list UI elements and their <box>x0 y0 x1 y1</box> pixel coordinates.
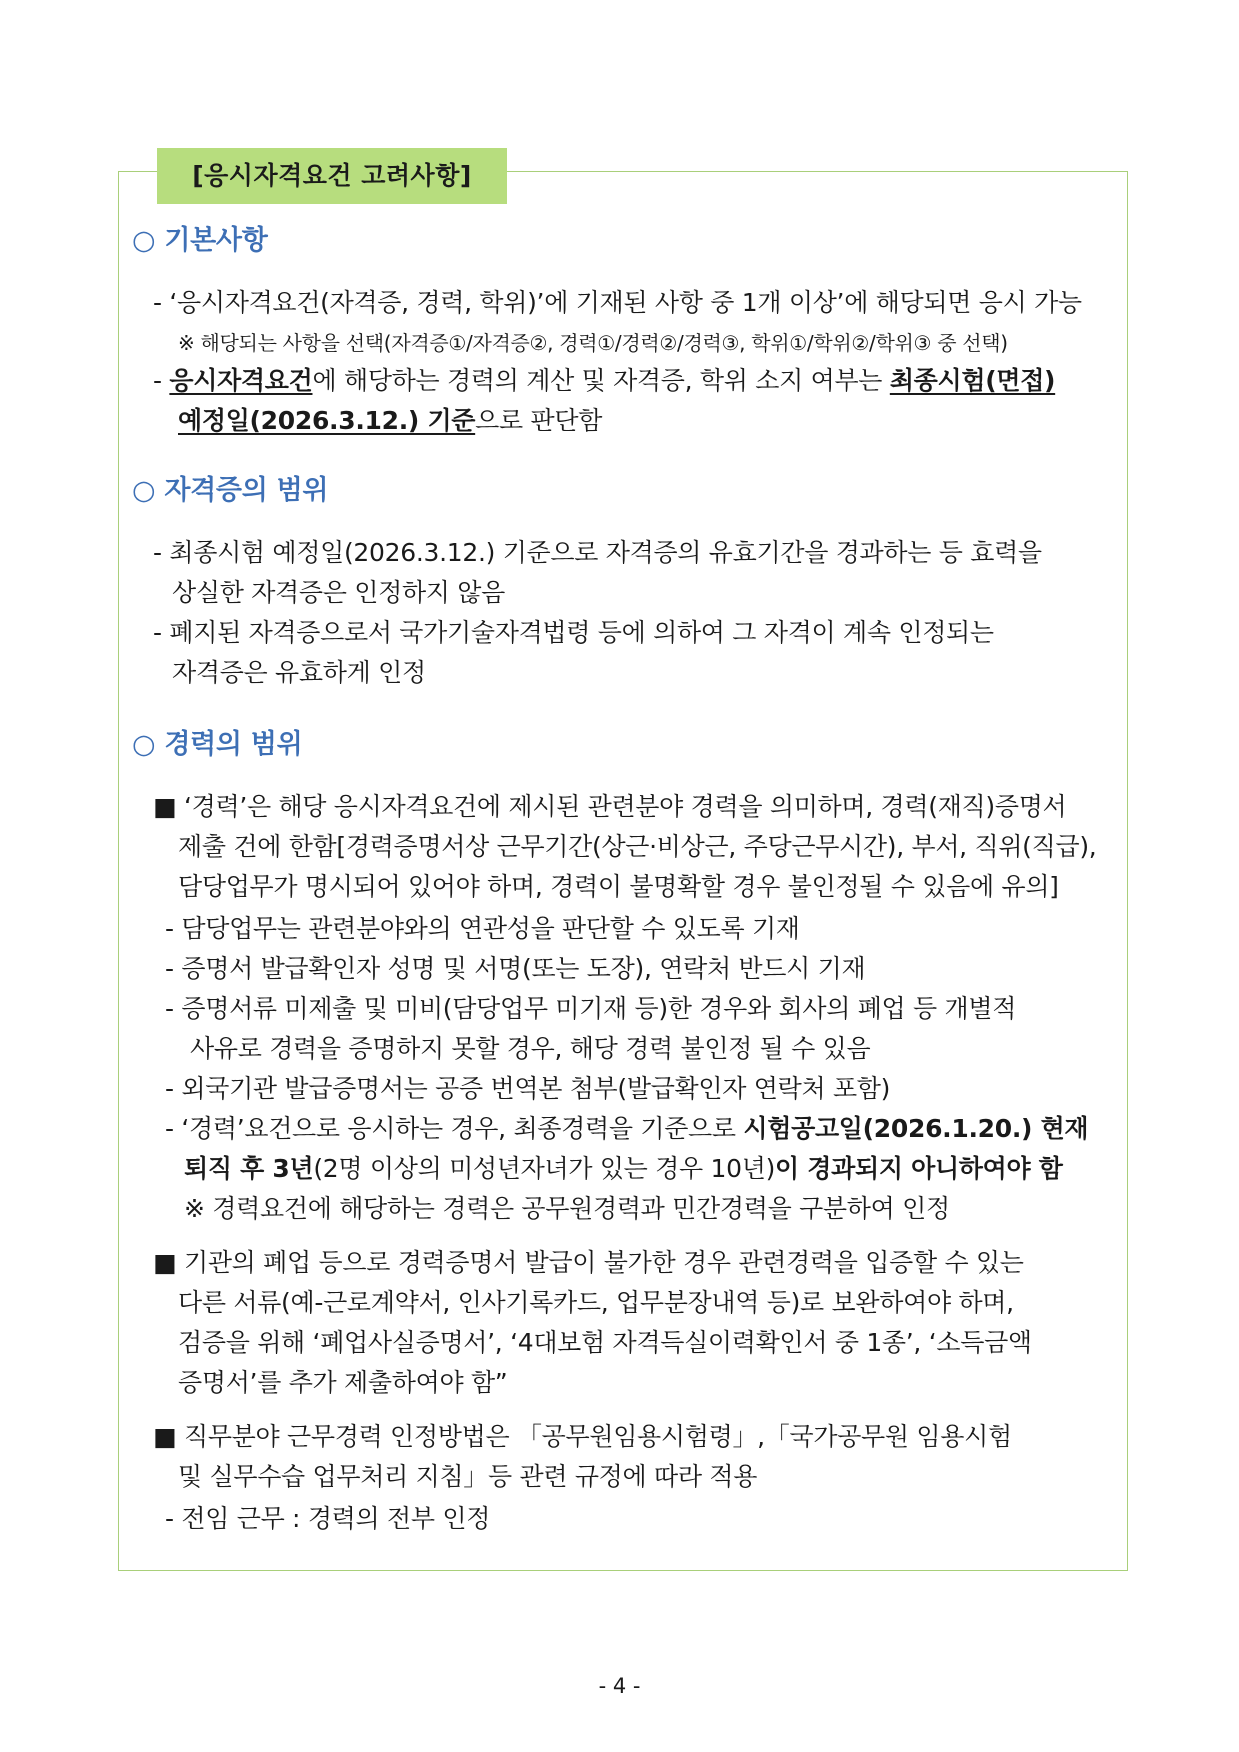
basics-line-3 <box>178 404 602 438</box>
emphasis-requirements: 응시자격요건 <box>169 366 313 395</box>
emphasis-final-exam: 최종시험(면접) <box>889 366 1056 395</box>
text: 으로 판단함 <box>475 406 603 435</box>
cert-line-1: - 최종시험 예정일(2026.3.12.) 기준으로 자격증의 유효기간을 경과하는 등 효력을 <box>153 538 1042 567</box>
career-bullet-2-line-3: 검증을 위해 ‘폐업사실증명서’, ‘4대보험 자격득실이력확인서 중 1종’, ‘소득금액 <box>178 1328 1032 1357</box>
text: 에 해당하는 경력의 계산 및 자격증, 학위 소지 여부는 <box>312 366 890 395</box>
career-dash-3: - 증명서류 미제출 및 미비(담당업무 미기재 등)한 경우와 회사의 폐업 등 개별적 <box>165 994 1017 1023</box>
career-bullet-3-dash: - 전임 근무 : 경력의 전부 인정 <box>165 1504 491 1533</box>
cert-line-2: 상실한 자격증은 인정하지 않음 <box>172 578 505 607</box>
basics-line-2 <box>153 364 1055 398</box>
basics-line-1: - ‘응시자격요건(자격증, 경력, 학위)’에 기재된 사항 중 1개 이상’에 해당되면 응시 가능 <box>153 288 1082 317</box>
emphasis-not-elapsed: 이 경과되지 아니하여야 함 <box>775 1154 1063 1183</box>
career-dash-5-cont <box>184 1152 1063 1186</box>
career-bullet-2-line-4: 증명서’를 추가 제출하여야 함” <box>178 1368 508 1397</box>
career-dash-4: - 외국기관 발급증명서는 공증 번역본 첨부(발급확인자 연락처 포함) <box>165 1074 891 1103</box>
career-dash-1: - 담당업무는 관련분야와의 연관성을 판단할 수 있도록 기재 <box>165 914 800 943</box>
career-note: ※ 경력요건에 해당하는 경력은 공무원경력과 민간경력을 구분하여 인정 <box>184 1194 950 1223</box>
emphasis-three-years: 퇴직 후 3년 <box>184 1154 314 1183</box>
career-dash-5 <box>165 1112 1088 1146</box>
emphasis-date: 예정일(2026.3.12.) 기준 <box>178 406 476 435</box>
career-dash-2: - 증명서 발급확인자 성명 및 서명(또는 도장), 연락처 반드시 기재 <box>165 954 866 983</box>
career-bullet-1-line-1: ■ ‘경력’은 해당 응시자격요건에 제시된 관련분야 경력을 의미하며, 경력(재직)증명서 <box>153 792 1067 821</box>
cert-line-3: - 폐지된 자격증으로서 국가기술자격법령 등에 의하여 그 자격이 계속 인정되는 <box>153 618 994 647</box>
section-heading-basics: ○ 기본사항 <box>132 225 268 256</box>
career-dash-3-cont: 사유로 경력을 증명하지 못할 경우, 해당 경력 불인정 될 수 있음 <box>190 1034 871 1063</box>
text: (2명 이상의 미성년자녀가 있는 경우 10년) <box>313 1154 776 1183</box>
section-heading-certificates: ○ 자격증의 범위 <box>132 475 329 506</box>
career-bullet-1-line-3: 담당업무가 명시되어 있어야 하며, 경력이 불명확할 경우 불인정될 수 있음에 유의] <box>178 872 1059 901</box>
cert-line-4: 자격증은 유효하게 인정 <box>172 658 426 687</box>
basics-note: ※ 해당되는 사항을 선택(자격증①/자격증②, 경력①/경력②/경력③, 학위①/학위②/학위③ 중 선택) <box>178 331 1008 355</box>
emphasis-announcement-date: 시험공고일(2026.1.20.) 현재 <box>743 1114 1089 1143</box>
page-number: - 4 - <box>598 1674 641 1698</box>
section-heading-career: ○ 경력의 범위 <box>132 729 303 760</box>
career-bullet-2-line-1: ■ 기관의 폐업 등으로 경력증명서 발급이 불가한 경우 관련경력을 입증할 수 있는 <box>153 1248 1024 1277</box>
career-bullet-2-line-2: 다른 서류(예-근로계약서, 인사기록카드, 업무분장내역 등)로 보완하여야 하며, <box>178 1288 1014 1317</box>
career-bullet-1-line-2: 제출 건에 한함[경력증명서상 근무기간(상근·비상근, 주당근무시간), 부서, 직위(직급), <box>178 832 1097 861</box>
box-title: [응시자격요건 고려사항] <box>157 148 507 204</box>
dash: - <box>153 366 170 395</box>
career-bullet-3-line-1: ■ 직무분야 근무경력 인정방법은 「공무원임용시험령」,「국가공무원 임용시험 <box>153 1422 1012 1451</box>
career-bullet-3-line-2: 및 실무수습 업무처리 지침」등 관련 규정에 따라 적용 <box>178 1462 758 1491</box>
text: - ‘경력’요건으로 응시하는 경우, 최종경력을 기준으로 <box>165 1114 744 1143</box>
